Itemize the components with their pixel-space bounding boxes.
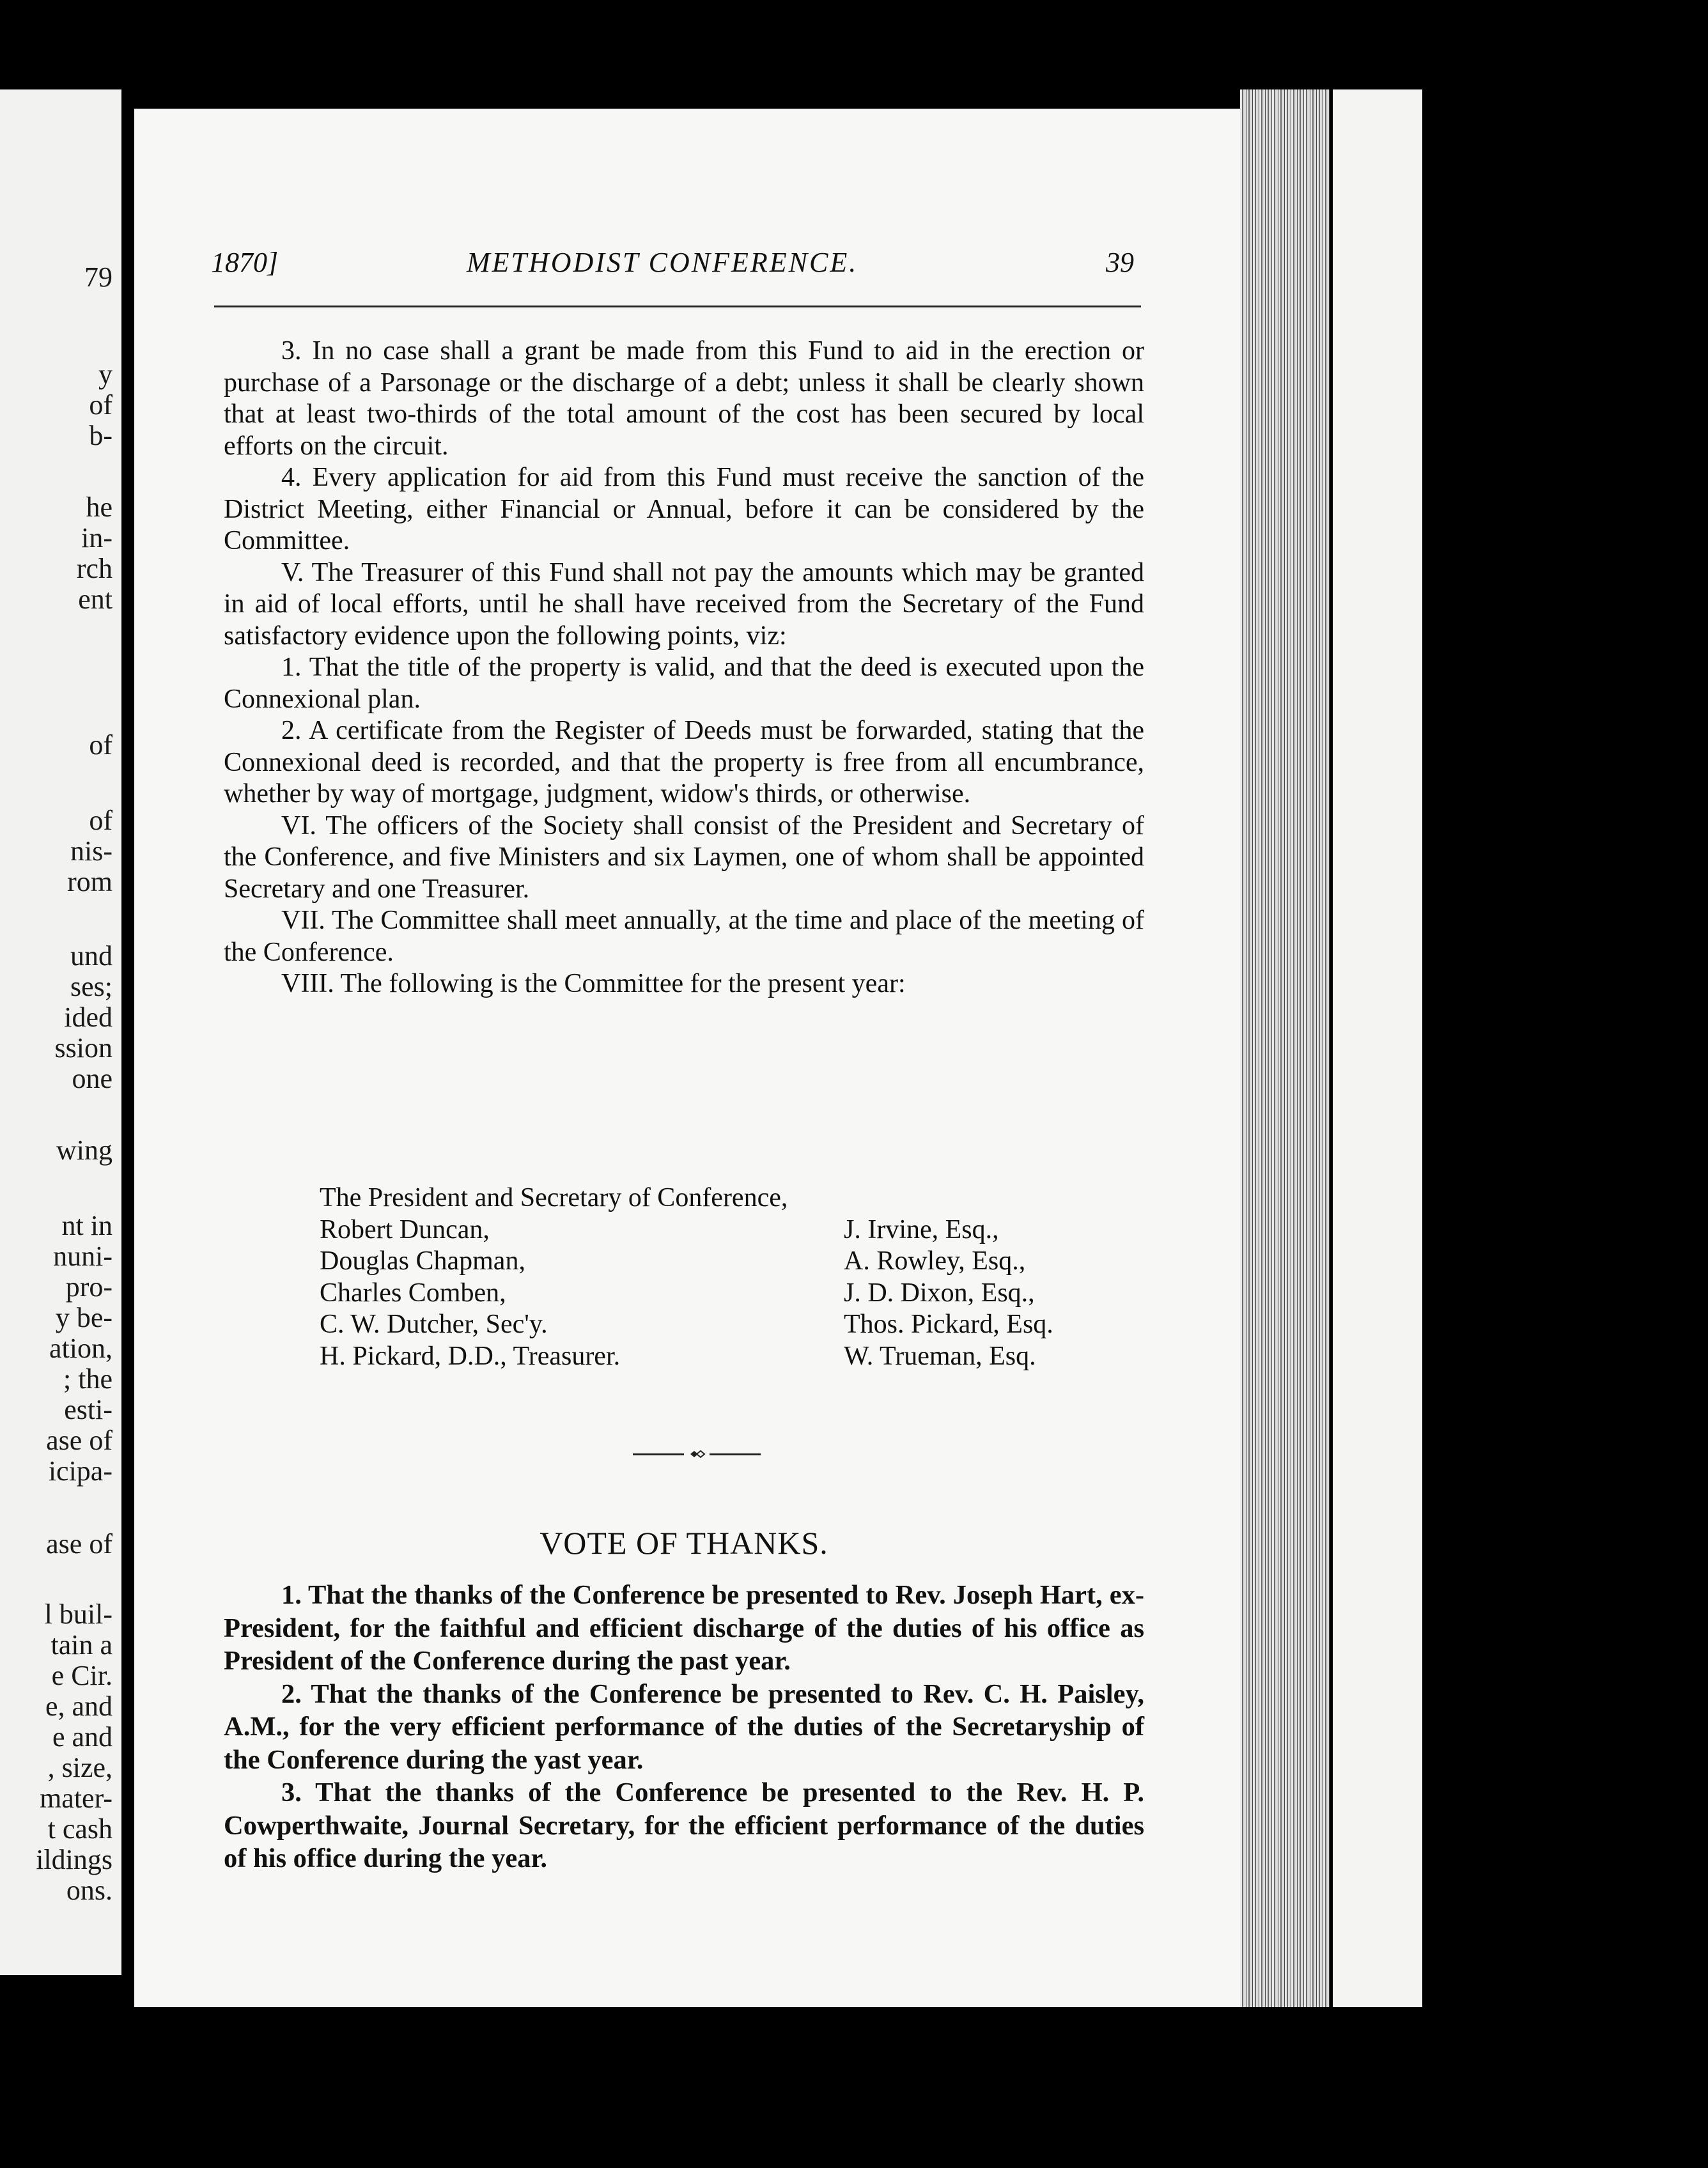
left-page-fragment: one	[72, 1063, 113, 1094]
left-page-fragment: in-	[81, 522, 113, 554]
left-page-fragment: of	[89, 729, 113, 761]
rule-paragraph: VI. The officers of the Society shall consist of the President and Secretary of the Conference, and five Ministers and six Laymen, one of whom shall be appointed Secretary and one Treasurer.	[224, 810, 1144, 904]
committee-layman: J. Irvine, Esq.,	[844, 1214, 999, 1244]
committee-minister: Charles Comben,	[320, 1278, 506, 1308]
thanks-paragraph: 2. That the thanks of the Conference be presented to Rev. C. H. Paisley, A.M., for the very efficient performance of the duties of the Secretaryship of the Conference during the yast year.	[224, 1678, 1144, 1775]
left-page-fragment: ided	[64, 1002, 113, 1033]
left-page-fragment: und	[70, 940, 113, 972]
committee-minister: Robert Duncan,	[320, 1214, 490, 1244]
left-page-fragment: 79	[84, 261, 113, 293]
rule-paragraph: VIII. The following is the Committee for the present year:	[281, 969, 906, 998]
left-page-fragment: of	[89, 805, 113, 836]
left-page-fragment: of	[89, 389, 113, 421]
left-page-fragment: mater-	[40, 1783, 113, 1814]
committee-minister: Douglas Chapman,	[320, 1246, 525, 1276]
section-heading: VOTE OF THANKS.	[540, 1525, 828, 1561]
ornament-diamond-icon	[684, 1448, 710, 1460]
committee-layman: J. D. Dixon, Esq.,	[844, 1278, 1035, 1308]
left-page-fragment: , size,	[47, 1752, 113, 1783]
page-number: 39	[1106, 247, 1134, 278]
committee-row	[320, 1246, 1151, 1278]
left-page-fragment: ase of	[46, 1425, 113, 1456]
thanks-paragraph: 3. That the thanks of the Conference be presented to the Rev. H. P. Cowperthwaite, Journal Secretary, for the efficient performance of the duties of his office during the year.	[224, 1777, 1144, 1873]
left-page-fragment: he	[86, 492, 113, 523]
left-page-fragment: ons.	[66, 1875, 113, 1906]
committee-minister: C. W. Dutcher, Sec'y.	[320, 1310, 548, 1339]
running-head	[211, 246, 1144, 284]
committee-row	[320, 1214, 1151, 1246]
fund-rules	[224, 336, 1144, 1000]
running-head-title: METHODIST CONFERENCE.	[467, 247, 858, 278]
left-page-fragment: icipa-	[48, 1455, 113, 1487]
left-page-fragment: ses;	[70, 971, 113, 1002]
committee-row	[320, 1341, 1151, 1373]
left-page-fragment: e Cir.	[51, 1660, 113, 1691]
left-page-fragment: ase of	[46, 1528, 113, 1560]
left-page-fragment: nis-	[70, 835, 113, 867]
left-page-fragment: e, and	[45, 1691, 113, 1722]
committee-row	[320, 1309, 1151, 1341]
vote-of-thanks	[224, 1579, 1144, 1875]
committee-list	[320, 1182, 1151, 1372]
book-cover-edge	[1333, 89, 1422, 2007]
left-page-fragment: ent	[78, 584, 113, 615]
committee-layman: Thos. Pickard, Esq.	[844, 1310, 1053, 1339]
left-page-fragment: rom	[67, 866, 113, 897]
page-stack-edge	[1240, 89, 1330, 2007]
left-page-fragment: ation,	[49, 1333, 113, 1364]
committee-minister: H. Pickard, D.D., Treasurer.	[320, 1341, 621, 1371]
rule-paragraph: 3. In no case shall a grant be made from this Fund to aid in the erection or purchase of a Parsonage or the discharge of a debt; unless it shall be clearly shown that at least two-thirds of the total amount of the cost has been secured by local efforts on the circuit.	[224, 336, 1144, 461]
left-page-fragment: nuni-	[53, 1241, 113, 1272]
rule-paragraph: V. The Treasurer of this Fund shall not pay the amounts which may be granted in aid of local efforts, until he shall have received from the Secretary of the Fund satisfactory evidence upon the following points, viz:	[224, 557, 1144, 651]
committee-layman: A. Rowley, Esq.,	[844, 1246, 1026, 1276]
left-page-fragment: ; the	[63, 1363, 113, 1395]
ornament-rule-left	[633, 1453, 684, 1455]
left-page-fragment: tain a	[50, 1629, 113, 1661]
rule-paragraph: VII. The Committee shall meet annually, at the time and place of the meeting of the Conference.	[224, 906, 1144, 967]
left-page-fragment: wing	[56, 1134, 113, 1166]
left-page-fragment: e and	[52, 1721, 113, 1753]
ornament-rule-right	[710, 1453, 761, 1455]
header-rule	[214, 306, 1141, 307]
left-page-fragment: y be-	[55, 1302, 113, 1333]
left-page-fragment: nt in	[61, 1210, 113, 1241]
running-head-year: 1870]	[211, 247, 279, 278]
left-page-fragment: t cash	[47, 1813, 113, 1845]
left-page-fragment: pro-	[65, 1271, 113, 1303]
left-page-fragment: ildings	[36, 1844, 113, 1875]
committee-layman: W. Trueman, Esq.	[844, 1341, 1036, 1371]
left-facing-page	[0, 89, 121, 1975]
thanks-paragraph: 1. That the thanks of the Conference be presented to Rev. Joseph Hart, ex-President, for the faithful and efficient discharge of the duties of his office as President of the Conference during the past year.	[224, 1580, 1144, 1676]
left-page-fragment: esti-	[64, 1394, 113, 1425]
committee-row	[320, 1278, 1151, 1310]
rule-paragraph: 2. A certificate from the Register of Deeds must be forwarded, stating that the Connexional deed is recorded, and that the property is free from all encumbrance, whether by way of mortgage, judgment, widow's thirds, or otherwise.	[224, 716, 1144, 809]
left-page-fragment: ssion	[54, 1032, 113, 1064]
left-page-fragment: y	[98, 359, 113, 390]
rule-paragraph: 1. That the title of the property is valid, and that the deed is executed upon the Connexional plan.	[224, 653, 1144, 714]
rule-paragraph: 4. Every application for aid from this Fund must receive the sanction of the District Meeting, either Financial or Annual, before it can be considered by the Committee.	[224, 463, 1144, 555]
left-page-fragment: rch	[76, 553, 113, 584]
section-ornament	[633, 1448, 761, 1460]
committee-intro: The President and Secretary of Conference,	[320, 1183, 788, 1212]
left-page-fragment: l buil-	[44, 1599, 113, 1630]
left-page-fragment: b-	[89, 420, 113, 451]
